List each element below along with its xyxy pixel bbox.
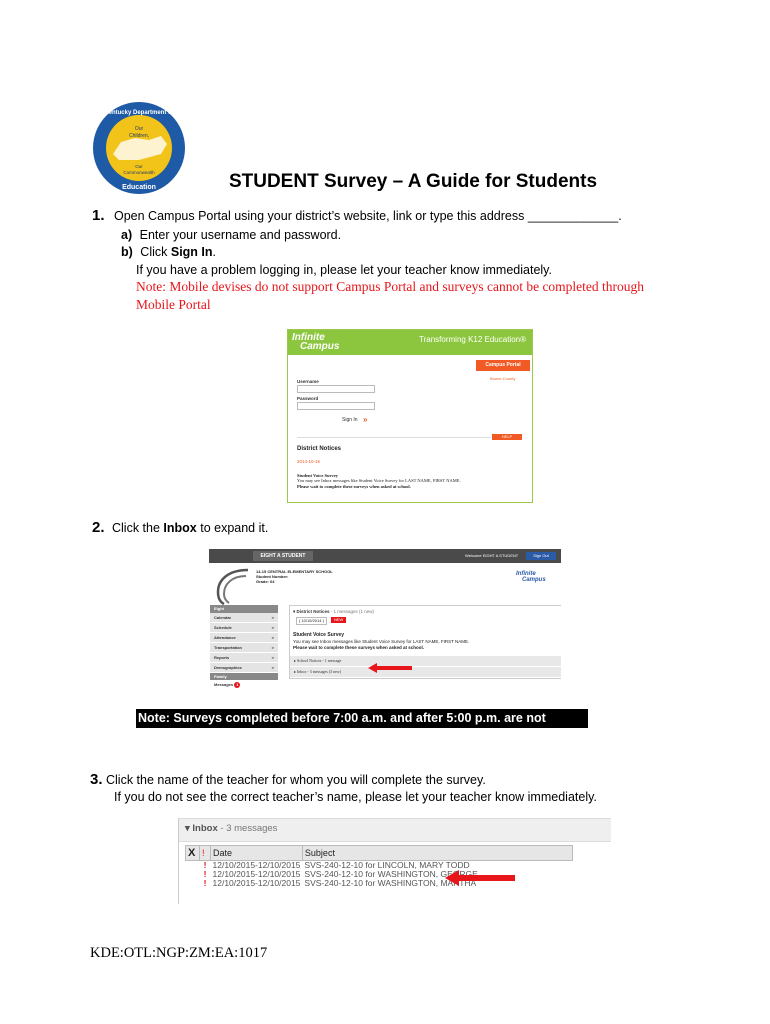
school-info bbox=[256, 569, 333, 584]
step-3-line-2: If you do not see the correct teacher’s name, please let your teacher know immediately. bbox=[114, 790, 597, 804]
step-2-number: 2. bbox=[92, 519, 105, 536]
notice-date: 2014-10-15 bbox=[297, 459, 321, 464]
table-header-row bbox=[186, 846, 573, 861]
welcome-text: Welcome EIGHT A STUDENT bbox=[465, 553, 519, 558]
sign-in-arrow-icon: » bbox=[363, 415, 368, 424]
infinite-campus-logo bbox=[292, 333, 339, 351]
nav-item-messages bbox=[210, 680, 278, 690]
step-1a bbox=[121, 228, 341, 242]
family-header: Family bbox=[210, 673, 278, 680]
help-tab: HELP bbox=[492, 434, 522, 440]
chevron-right-icon: > bbox=[271, 625, 274, 630]
brand-line-2: Campus bbox=[300, 341, 340, 352]
nav-item-transportation bbox=[210, 643, 278, 653]
nav-item-label: Demographics bbox=[214, 665, 242, 670]
pointer-arrow-icon bbox=[368, 663, 412, 673]
student-photo-placeholder-icon bbox=[212, 564, 252, 606]
step-3-text: Click the name of the teacher for whom you will complete the survey. bbox=[106, 773, 486, 787]
time-window-note: Note: Surveys completed before 7:00 a.m. and after 5:00 p.m. are not counted bbox=[136, 709, 588, 728]
password-label: Password bbox=[297, 396, 319, 401]
ic-line-1: Infinite bbox=[516, 571, 536, 577]
inbox-count: - 3 messages (3 new) bbox=[306, 669, 342, 674]
survey-wait-note: Please wait to complete these surveys when asked at school. bbox=[297, 484, 411, 489]
chevron-right-icon: > bbox=[271, 655, 274, 660]
step-1-text: Open Campus Portal using your district’s website, link or type this address _____________. bbox=[114, 209, 622, 223]
district-notices-row: ▾ District Notices - 1 messages (1 new) bbox=[293, 609, 375, 614]
logo-center-line-3: Our bbox=[135, 164, 143, 169]
step-1b bbox=[121, 245, 216, 259]
sign-out-button: Sign Out bbox=[526, 552, 556, 560]
step-2-inbox: Inbox bbox=[163, 521, 197, 535]
messages-screenshot bbox=[178, 818, 611, 904]
school-notices-count: - 1 message bbox=[321, 658, 342, 663]
ic-line-2: Campus bbox=[522, 577, 546, 583]
nav-item-attendance bbox=[210, 633, 278, 643]
infinite-campus-logo-small bbox=[516, 571, 546, 583]
inbox-header bbox=[179, 818, 611, 842]
nav-item-demographics bbox=[210, 663, 278, 673]
delete-column-icon: X bbox=[186, 846, 200, 861]
survey-title: Student Voice Survey bbox=[293, 632, 345, 638]
school-line-3: Grade: 04 bbox=[256, 579, 275, 584]
message-date: 12/10/2015-12/10/2015 bbox=[212, 878, 301, 888]
message-subject[interactable]: SVS-240-12-10 for WASHINGTON, GEORGE bbox=[304, 869, 478, 879]
step-1-number: 1. bbox=[92, 207, 105, 224]
logo-center-line-2: Children, bbox=[128, 133, 150, 139]
survey-wait-note: Please wait to complete these surveys when asked at school. bbox=[293, 645, 425, 650]
logo-center-line-4: Commonwealth bbox=[123, 170, 155, 175]
step-1a-label: a) bbox=[121, 228, 133, 242]
sidebar-nav bbox=[210, 605, 278, 690]
survey-description: You may see Inbox messages like Student Voice Survey for LAST NAME, FIRST NAME. bbox=[293, 639, 470, 644]
flag-column-header: ! bbox=[200, 846, 211, 861]
messages-badge: 1 bbox=[236, 681, 239, 687]
survey-title: Student Voice Survey bbox=[297, 473, 339, 478]
nav-item-schedule bbox=[210, 623, 278, 633]
date-column-header: Date bbox=[211, 846, 303, 861]
survey-description: You may see Inbox messages like Student Voice Survey for LAST NAME, FIRST NAME. bbox=[297, 478, 461, 483]
login-header-bar bbox=[288, 330, 532, 355]
nav-header: Eight bbox=[210, 605, 278, 613]
step-1a-text: Enter your username and password. bbox=[139, 228, 342, 242]
student-name-tab: EIGHT A STUDENT bbox=[253, 551, 313, 561]
inbox-screenshot bbox=[209, 549, 561, 699]
district-notices-title: District Notices bbox=[296, 609, 330, 614]
message-date: 12/10/2015-12/10/2015 bbox=[212, 860, 301, 870]
nav-item-label: Schedule bbox=[214, 625, 232, 630]
nav-item-calendar bbox=[210, 613, 278, 623]
username-field bbox=[297, 385, 375, 393]
step-1 bbox=[92, 207, 622, 224]
district-notices-count: - 1 messages (1 new) bbox=[329, 609, 375, 614]
mobile-note-line-1: Note: Mobile devises do not support Campus Portal and surveys cannot be completed through bbox=[136, 279, 645, 294]
username-label: Username bbox=[297, 379, 319, 384]
inbox-row: ▸ Inbox - 3 messages (3 new) bbox=[290, 667, 561, 677]
notice-date-box: ( 10/15/2014 ) bbox=[296, 617, 327, 625]
notices-panel bbox=[289, 605, 561, 679]
messages-label: Messages bbox=[214, 682, 234, 687]
chevron-right-icon: > bbox=[271, 665, 274, 670]
nav-item-label: Calendar bbox=[214, 615, 232, 620]
nav-item-label: Attendance bbox=[214, 635, 236, 640]
school-notices-title: School Notices bbox=[297, 658, 322, 663]
step-1-problem: If you have a problem logging in, please let your teacher know immediately. bbox=[136, 263, 552, 277]
school-notices-row: ▸ School Notices - 1 message bbox=[290, 656, 561, 666]
message-date: 12/10/2015-12/10/2015 bbox=[212, 869, 301, 879]
priority-flag-icon: ! bbox=[203, 860, 207, 870]
inbox-count: - 3 messages bbox=[217, 823, 278, 834]
mobile-note-line-2: Mobile Portal bbox=[136, 297, 211, 312]
county-link: Boone County bbox=[490, 376, 516, 381]
brand-line-1: Infinite bbox=[292, 332, 325, 343]
campus-portal-tab: Campus Portal bbox=[476, 360, 530, 371]
subject-column-header: Subject bbox=[302, 846, 572, 861]
nav-item-label: Transportation bbox=[214, 645, 243, 650]
step-2 bbox=[92, 519, 268, 536]
inbox-label: Inbox bbox=[192, 823, 218, 834]
nav-item-reports bbox=[210, 653, 278, 663]
district-notices-heading: District Notices bbox=[297, 446, 342, 452]
inbox-header-text: ▾ Inbox - 3 messages bbox=[185, 823, 278, 834]
inbox-title: Inbox bbox=[297, 669, 307, 674]
chevron-right-icon: > bbox=[271, 635, 274, 640]
step-3-number: 3. bbox=[90, 771, 103, 788]
step-2-post: to expand it. bbox=[196, 521, 269, 535]
step-1b-post: . bbox=[212, 245, 217, 259]
pointer-arrow-icon bbox=[445, 870, 515, 886]
school-line-2: Student Number: bbox=[256, 574, 289, 579]
step-3 bbox=[90, 771, 486, 788]
sign-in-label: Sign In bbox=[342, 417, 358, 423]
logo-bottom-text: Education bbox=[122, 184, 156, 191]
tagline: Transforming K12 Education® bbox=[419, 335, 526, 344]
chevron-right-icon: > bbox=[271, 645, 274, 650]
page-title: STUDENT Survey – A Guide for Students bbox=[228, 171, 598, 192]
logo-center-line-1: Our bbox=[134, 126, 144, 132]
message-subject[interactable]: SVS-240-12-10 for WASHINGTON, MARTHA bbox=[304, 878, 477, 888]
chevron-right-icon: > bbox=[271, 615, 274, 620]
new-badge: NEW bbox=[331, 617, 346, 623]
divider bbox=[297, 437, 491, 438]
message-subject[interactable]: SVS-240-12-10 for LINCOLN, MARY TODD bbox=[304, 860, 470, 870]
step-1b-signin: Sign In bbox=[170, 245, 213, 259]
step-2-pre: Click the bbox=[112, 521, 164, 535]
password-field bbox=[297, 402, 375, 410]
priority-flag-icon: ! bbox=[203, 878, 207, 888]
logo-ring-text: Kentucky Department of bbox=[104, 110, 174, 116]
step-1b-label: b) bbox=[121, 245, 133, 259]
login-screenshot bbox=[287, 329, 533, 503]
step-1b-pre: Click bbox=[140, 245, 171, 259]
priority-flag-icon: ! bbox=[203, 869, 207, 879]
document-code: KDE:OTL:NGP:ZM:EA:1017 bbox=[90, 945, 268, 961]
nav-item-label: Reports bbox=[214, 655, 230, 660]
school-line-1: 14-15 CENTRAL ELEMENTARY SCHOOL bbox=[256, 569, 333, 574]
